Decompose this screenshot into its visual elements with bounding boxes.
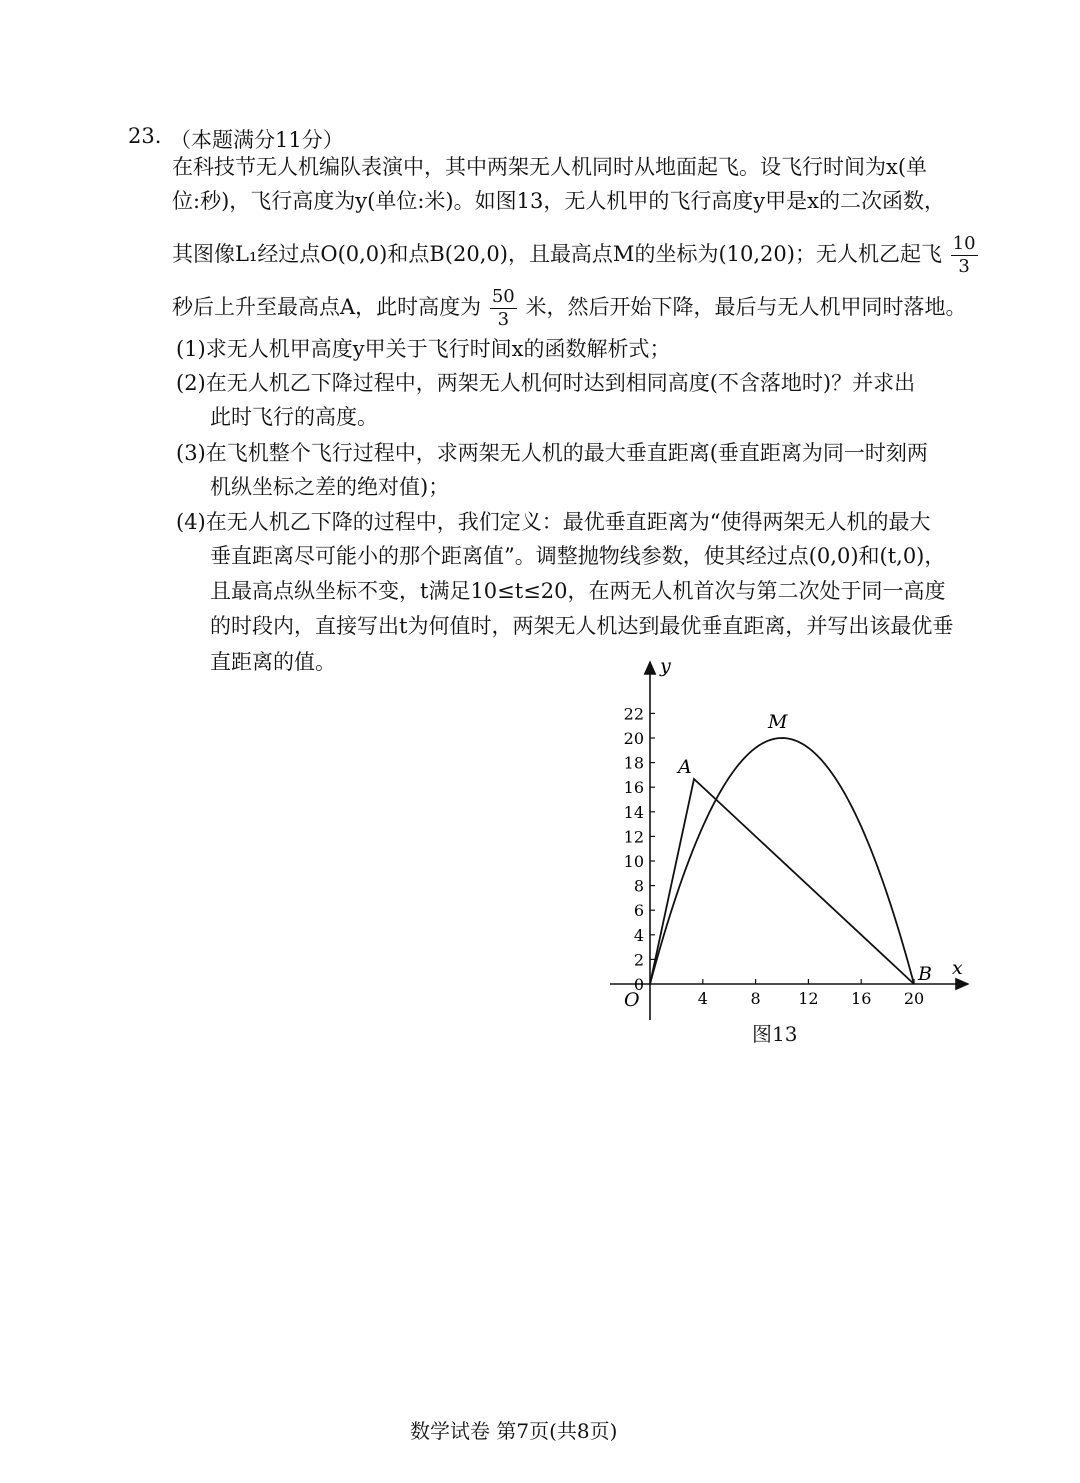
point-label-b: B	[918, 963, 932, 985]
chart-labels	[624, 655, 963, 1011]
intro-line-4-text-b: 米，然后开始下降，最后与无人机甲同时落地。	[525, 295, 967, 319]
y-tick-label: 14	[623, 802, 644, 822]
drone-yi-path	[650, 779, 914, 984]
x-axis-label: x	[952, 957, 963, 979]
fraction-denominator: 3	[958, 256, 970, 277]
y-tick-label: 12	[623, 827, 644, 847]
figure-caption: 图13	[752, 1022, 798, 1046]
point-label-a: A	[677, 755, 692, 778]
y-tick-label: 2	[633, 950, 644, 970]
part-4-line-1: (4)在无人机乙下降的过程中，我们定义：最优垂直距离为“使得两架无人机的最大	[176, 510, 931, 534]
intro-line-4	[172, 286, 966, 331]
fraction-numerator: 10	[952, 233, 976, 254]
y-tick-label: 0	[633, 975, 644, 994]
y-tick-label: 22	[623, 704, 644, 724]
x-tick-label: 4	[697, 989, 708, 1008]
question-heading: （本题满分11分）	[170, 128, 344, 152]
fraction-ten-thirds	[951, 233, 978, 278]
origin-label: O	[624, 989, 640, 1011]
intro-line-1: 在科技节无人机编队表演中，其中两架无人机同时从地面起飞。设飞行时间为x(单	[172, 155, 928, 179]
x-tick-label: 8	[750, 989, 761, 1008]
y-tick-label: 10	[623, 852, 644, 871]
part-3-line-1: (3)在飞机整个飞行过程中，求两架无人机的最大垂直距离(垂直距离为同一时刻两	[176, 441, 928, 465]
part-4-line-2: 垂直距离尽可能小的那个距离值”。调整抛物线参数，使其经过点(0,0)和(t,0)，	[210, 544, 946, 568]
x-tick-label: 16	[851, 989, 872, 1008]
question-number: 23.	[128, 124, 162, 148]
figure-13-chart	[600, 650, 980, 1050]
x-tick-label: 12	[798, 989, 819, 1008]
fraction-numerator: 50	[491, 286, 515, 307]
fraction-fifty-thirds	[490, 286, 517, 331]
y-tick-label: 20	[623, 729, 644, 748]
x-tick-label: 20	[903, 989, 925, 1008]
intro-line-4-text-a: 秒后上升至最高点A，此时高度为	[172, 295, 482, 319]
page-footer: 数学试卷 第7页(共8页)	[410, 1419, 618, 1443]
part-2-line-2: 此时飞行的高度。	[210, 405, 378, 429]
chart-ticks	[624, 704, 925, 1008]
y-tick-label: 4	[633, 925, 644, 945]
y-tick-label: 18	[623, 753, 644, 773]
y-tick-label: 8	[633, 876, 644, 896]
intro-line-3	[172, 233, 980, 278]
y-tick-label: 6	[633, 901, 644, 921]
point-label-m: M	[768, 711, 788, 733]
part-1: (1)求无人机甲高度y甲关于飞行时间x的函数解析式；	[176, 337, 671, 361]
part-4-line-3: 且最高点纵坐标不变，t满足10≤t≤20，在两无人机首次与第二次处于同一高度	[210, 579, 946, 603]
chart-axes	[610, 662, 968, 1020]
part-4-line-4: 的时段内，直接写出t为何值时，两架无人机达到最优垂直距离，并写出该最优垂	[210, 614, 954, 638]
intro-line-2: 位:秒)，飞行高度为y(单位:米)。如图13，无人机甲的飞行高度y甲是x的二次函数，	[172, 189, 946, 213]
intro-line-3-text: 其图像L₁经过点O(0,0)和点B(20,0)，且最高点M的坐标为(10,20)；无人机乙起飞	[172, 242, 942, 266]
y-axis-label: y	[660, 655, 671, 677]
part-4-line-5: 直距离的值。	[210, 650, 336, 674]
y-tick-label: 16	[623, 778, 644, 798]
fraction-denominator: 3	[497, 309, 510, 330]
part-3-line-2: 机纵坐标之差的绝对值)；	[210, 475, 450, 499]
part-2-line-1: (2)在无人机乙下降过程中，两架无人机何时达到相同高度(不含落地时)？并求出	[176, 371, 916, 395]
